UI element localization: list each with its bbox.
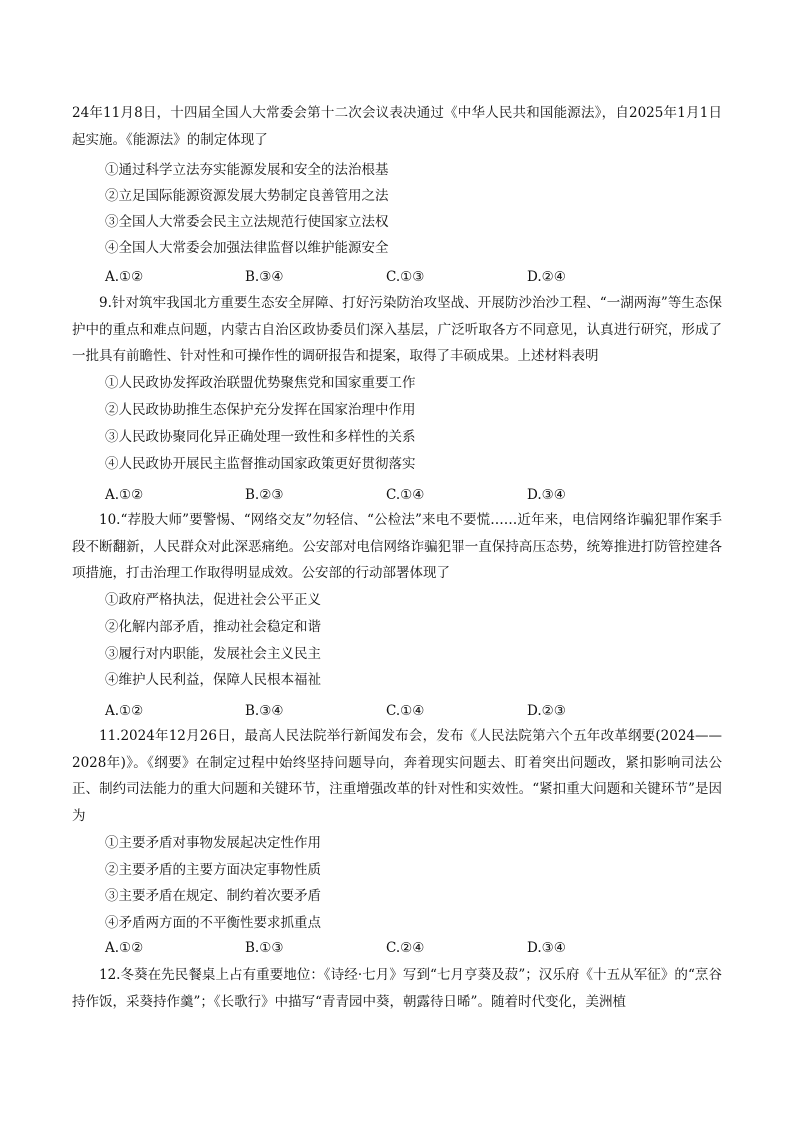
question-11-option-4: ④矛盾两方面的不平衡性要求抓重点 xyxy=(105,915,321,931)
question-10-option-4: ④维护人民利益，保障人民根本福祉 xyxy=(105,672,321,688)
question-12-stem: 12.冬葵在先民餐桌上占有重要地位：《诗经·七月》写到“七月亨葵及菽”；汉乐府《十五从军征》的“烹谷持作饭，采葵持作羹”；《长歌行》中描写“青青园中葵，朝露待日晞”。随着时代变化，美洲植 xyxy=(72,967,722,1010)
question-9-option-4: ④人民政协开展民主监督推动国家政策更好贯彻落实 xyxy=(105,456,416,472)
question-9-option-1: ①人民政协发挥政治联盟优势聚焦党和国家重要工作 xyxy=(105,375,416,391)
choice-b: B.①③ xyxy=(245,940,284,956)
question-9-option-2: ②人民政协助推生态保护充分发挥在国家治理中作用 xyxy=(105,402,416,418)
choice-a: A.①② xyxy=(105,703,144,719)
question-11-option-3: ③主要矛盾在规定、制约着次要矛盾 xyxy=(105,888,321,904)
choice-d: D.③④ xyxy=(527,487,566,503)
choice-d: D.③④ xyxy=(527,940,566,956)
choice-b: B.②③ xyxy=(245,487,284,503)
choice-d: D.②④ xyxy=(527,269,566,285)
choice-c: C.②④ xyxy=(386,940,425,956)
question-9-choices xyxy=(105,485,705,505)
choice-a: A.①② xyxy=(105,940,144,956)
question-11-option-1: ①主要矛盾对事物发展起决定性作用 xyxy=(105,835,321,851)
choice-c: C.①③ xyxy=(386,269,425,285)
question-10-option-1: ①政府严格执法，促进社会公平正义 xyxy=(105,592,321,608)
question-9-stem: 9.针对筑牢我国北方重要生态安全屏障、打好污染防治攻坚战、开展防沙治沙工程、“一湖两海”等生态保护中的重点和难点问题，内蒙古自治区政协委员们深入基层，广泛听取各方不同意见，认真进行研究，形成了一批具有前瞻性、针对性和可操作性的调研报告和提案，取得了丰硕成果。上述材料表明 xyxy=(72,295,722,364)
question-9-option-3: ③人民政协聚同化异正确处理一致性和多样性的关系 xyxy=(105,429,416,445)
question-10-option-2: ②化解内部矛盾，推动社会稳定和谐 xyxy=(105,619,321,635)
choice-a: A.①② xyxy=(105,487,144,503)
question-8-option-2: ②立足国际能源资源发展大势制定良善管用之法 xyxy=(105,188,389,204)
question-8-option-3: ③全国人大常委会民主立法规范行使国家立法权 xyxy=(105,214,389,230)
choice-c: C.①④ xyxy=(386,703,425,719)
choice-c: C.①④ xyxy=(386,487,425,503)
question-11-option-2: ②主要矛盾的主要方面决定事物性质 xyxy=(105,862,321,878)
question-8-option-4: ④全国人大常委会加强法律监督以维护能源安全 xyxy=(105,240,389,256)
question-8-stem: 24年11月8日，十四届全国人大常委会第十二次会议表决通过《中华人民共和国能源法》，自2025年1月1日起实施。《能源法》的制定体现了 xyxy=(72,105,722,148)
choice-d: D.②③ xyxy=(527,703,566,719)
question-8-option-1: ①通过科学立法夯实能源发展和安全的法治根基 xyxy=(105,162,389,178)
question-10-stem: 10.“荐股大师”要警惕、“网络交友”勿轻信、“公检法”来电不要慌……近年来，电信网络诈骗犯罪作案手段不断翻新，人民群众对此深恶痛绝。公安部对电信网络诈骗犯罪一直保持高压态势，统筹推进打防管控建各项措施，打击治理工作取得明显成效。公安部的行动部署体现了 xyxy=(72,512,722,581)
question-10-option-3: ③履行对内职能，发展社会主义民主 xyxy=(105,646,321,662)
choice-b: B.③④ xyxy=(245,269,284,285)
question-11-choices xyxy=(105,938,705,958)
choice-a: A.①② xyxy=(105,269,144,285)
question-10-choices xyxy=(105,701,705,721)
question-11-stem: 11.2024年12月26日，最高人民法院举行新闻发布会，发布《人民法院第六个五年改革纲要(2024——2028年)》。《纲要》在制定过程中始终坚持问题导向，奔着现实问题去、盯着突出问题改，紧扣影响司法公正、制约司法能力的重大问题和关键环节，注重增强改革的针对性和实效性。“紧扣重大问题和关键环节”是因为 xyxy=(72,728,722,824)
choice-b: B.③④ xyxy=(245,703,284,719)
question-8-choices xyxy=(105,267,705,287)
